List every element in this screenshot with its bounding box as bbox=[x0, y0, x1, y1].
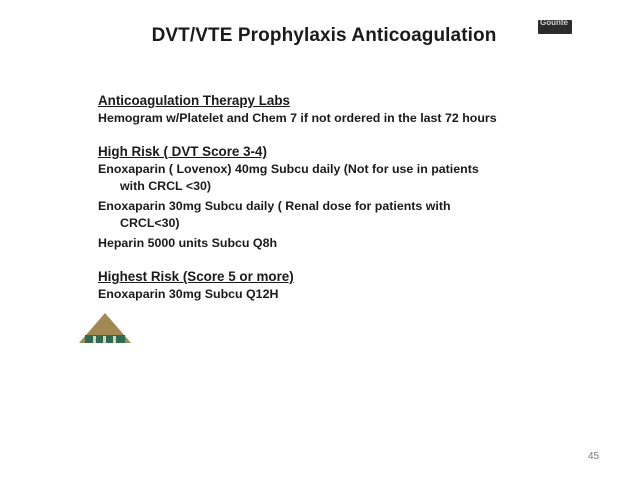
spacer bbox=[98, 252, 568, 268]
highest-risk-line: Enoxaparin 30mg Subcu Q12H bbox=[98, 287, 279, 301]
slide-content bbox=[98, 92, 568, 303]
labs-heading: Anticoagulation Therapy Labs bbox=[98, 93, 290, 108]
logo-stripe bbox=[103, 336, 106, 343]
institution-logo-icon bbox=[79, 313, 131, 343]
high-risk-line: Heparin 5000 units Subcu Q8h bbox=[98, 236, 278, 250]
high-risk-line: Enoxaparin ( Lovenox) 40mg Subcu daily (Not for use in patients bbox=[98, 162, 479, 176]
labs-line: Hemogram w/Platelet and Chem 7 if not ordered in the last 72 hours bbox=[98, 111, 497, 125]
spacer bbox=[98, 127, 568, 143]
high-risk-line: with CRCL <30) bbox=[120, 179, 211, 193]
logo-stripe bbox=[113, 336, 116, 343]
corner-badge-text: Gounte bbox=[540, 20, 568, 27]
high-risk-line: CRCL<30) bbox=[120, 216, 180, 230]
logo-stripe bbox=[93, 336, 96, 343]
slide-title: DVT/VTE Prophylaxis Anticoagulation bbox=[151, 25, 497, 46]
high-risk-line: Enoxaparin 30mg Subcu daily ( Renal dose for patients with bbox=[98, 199, 451, 213]
corner-badge bbox=[538, 20, 572, 34]
highest-risk-heading: Highest Risk (Score 5 or more) bbox=[98, 269, 294, 284]
page-number: 45 bbox=[588, 451, 600, 462]
high-risk-heading: High Risk ( DVT Score 3-4) bbox=[98, 144, 267, 159]
